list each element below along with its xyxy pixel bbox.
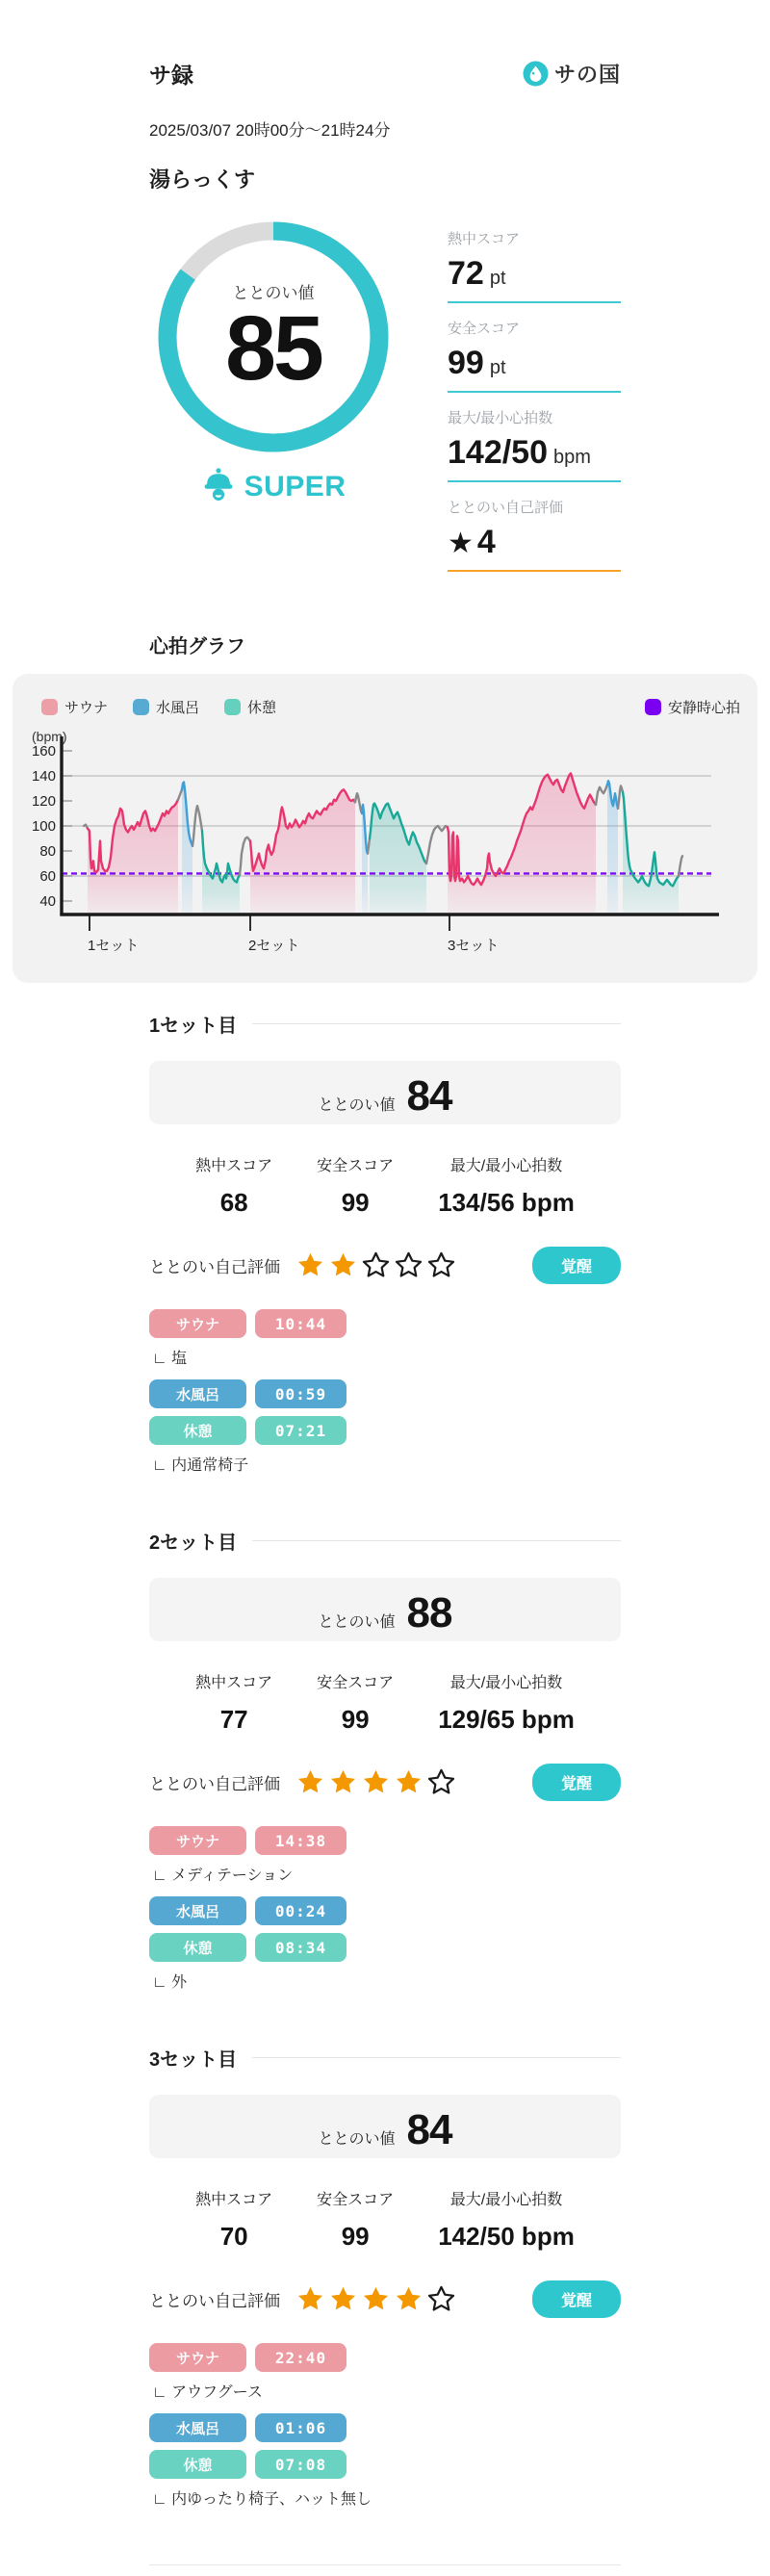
set-totonoi-box (149, 1061, 621, 1124)
rating-label: ととのい自己評価 (149, 1775, 280, 1793)
legend-label: サウナ (64, 700, 109, 716)
phase-time-badge: 10:44 (255, 1309, 346, 1338)
rating-label: ととのい自己評価 (149, 2292, 280, 2310)
rank-label: SUPER (244, 470, 346, 502)
timeline-note: ∟ 内ゆったり椅子、ハット無し (152, 2491, 372, 2508)
summary-stat-number: 142/50 (448, 434, 548, 471)
phase-badge-sauna: サウナ (149, 1826, 246, 1855)
set-score-value: 99 (341, 1705, 370, 1734)
set-section (149, 1527, 621, 1992)
summary-stat-label: 最大/最小心拍数 (448, 410, 553, 426)
summary-stat-value (448, 434, 621, 482)
phase-time-badge: 22:40 (255, 2343, 346, 2372)
set-totonoi-box (149, 1578, 621, 1641)
legend-item (645, 697, 740, 717)
phase-badge-rest: 休憩 (149, 2450, 246, 2479)
set-score (317, 1670, 394, 1735)
star-outline-icon (361, 1250, 391, 1280)
set-score (438, 1670, 575, 1735)
set-score-label: 最大/最小心拍数 (449, 2192, 563, 2208)
set-totonoi-label: ととのい値 (318, 1097, 396, 1114)
summary-stat-unit: pt (489, 357, 506, 378)
summary-stat-unit: bpm (553, 447, 591, 468)
brand-logo (523, 59, 621, 89)
timeline-row (149, 1309, 621, 1338)
phase-time-badge: 00:24 (255, 1896, 346, 1925)
star-filled-icon (394, 2284, 424, 2314)
set-score-label: 安全スコア (317, 1158, 395, 1174)
set-score-label: 熱中スコア (195, 2192, 273, 2208)
star-filled-icon (394, 1767, 424, 1797)
chart-legend (30, 697, 740, 717)
sauna-hat-icon (201, 467, 236, 506)
set-score-label: 熱中スコア (195, 1675, 273, 1691)
legend-item (224, 697, 276, 717)
legend-label: 安静時心拍 (667, 700, 740, 716)
legend-label: 休憩 (247, 700, 277, 716)
star-filled-icon (295, 1767, 325, 1797)
summary-stat-label: 安全スコア (448, 321, 521, 337)
set-title: 2セット目 (149, 1533, 238, 1554)
header (149, 0, 621, 90)
summary-stat-number: 99 (448, 345, 484, 381)
summary-stat-label: 熱中スコア (448, 231, 521, 247)
star-filled-icon (328, 1767, 358, 1797)
summary-stat-number: 72 (448, 255, 484, 292)
star-icon: ★ (448, 528, 474, 559)
rating-stars[interactable] (295, 1250, 456, 1280)
star-filled-icon (361, 2284, 391, 2314)
phase-time-badge: 00:59 (255, 1379, 346, 1408)
set-score (317, 1153, 394, 1218)
set-timeline (149, 2343, 621, 2509)
summary-stat (448, 407, 621, 482)
star-filled-icon (361, 1767, 391, 1797)
gauge-label: ととのい値 (232, 284, 315, 302)
summary-stat (448, 318, 621, 393)
set-score (438, 2187, 575, 2252)
rating-label: ととのい自己評価 (149, 1258, 280, 1276)
star-filled-icon (295, 1250, 325, 1280)
set-scores-row (149, 1153, 621, 1218)
star-filled-icon (328, 1250, 358, 1280)
legend-swatch (133, 699, 149, 715)
bottom-divider (149, 2564, 621, 2576)
legend-swatch (224, 699, 241, 715)
phase-time-badge: 01:06 (255, 2413, 346, 2442)
phase-time-badge: 14:38 (255, 1826, 346, 1855)
svg-text:40: 40 (39, 893, 56, 910)
summary-stat-value (448, 345, 621, 393)
timeline-note: ∟ アウフグース (152, 2384, 263, 2401)
svg-text:140: 140 (31, 768, 56, 785)
set-totonoi-label: ととのい値 (318, 2131, 396, 2148)
gauge-value: 85 (225, 297, 321, 399)
set-score-label: 安全スコア (317, 2192, 395, 2208)
set-score-value: 142/50 bpm (438, 2222, 575, 2251)
svg-text:(bpm): (bpm) (32, 729, 67, 744)
phase-badge-sauna: サウナ (149, 1309, 246, 1338)
set-heading (149, 1527, 621, 1555)
rating-stars[interactable] (295, 1767, 456, 1797)
timeline-row (149, 1416, 621, 1445)
set-score (438, 1153, 575, 1218)
set-timeline (149, 1309, 621, 1475)
summary-stat-label: ととのい自己評価 (448, 500, 564, 516)
set-sections (149, 1010, 621, 2509)
phase-badge-sauna: サウナ (149, 2343, 246, 2372)
facility-name: 湯らっくす (149, 167, 256, 192)
star-outline-icon (426, 1767, 456, 1797)
set-heading-rule (252, 1540, 621, 1541)
star-outline-icon (426, 2284, 456, 2314)
timeline-row (149, 1826, 621, 1855)
set-score-value: 99 (341, 1188, 370, 1217)
set-score-label: 最大/最小心拍数 (449, 1158, 563, 1174)
summary-stat-unit: pt (489, 268, 506, 289)
svg-text:120: 120 (31, 793, 56, 810)
kakusei-button[interactable]: 覚醒 (532, 2280, 621, 2318)
legend-swatch (41, 699, 58, 715)
legend-swatch (645, 699, 661, 715)
set-rating-row (149, 2280, 621, 2318)
heart-rate-chart (30, 729, 740, 958)
set-score-value: 129/65 bpm (438, 1705, 575, 1734)
svg-text:160: 160 (31, 743, 56, 760)
set-score-value: 77 (219, 1705, 248, 1734)
set-heading-rule (252, 1023, 621, 1024)
phase-badge-water: 水風呂 (149, 2413, 246, 2442)
set-timeline (149, 1826, 621, 1992)
set-scores-row (149, 2187, 621, 2252)
session-datetime: 2025/03/07 20時00分〜21時24分 (149, 121, 391, 140)
set-section (149, 2044, 621, 2509)
timeline-row (149, 2450, 621, 2479)
set-score-label: 安全スコア (317, 1675, 395, 1691)
summary-section (149, 219, 621, 586)
set-heading (149, 1010, 621, 1038)
water-drop-icon (523, 61, 549, 87)
set-title: 1セット目 (149, 1016, 238, 1037)
legend-label: 水風呂 (156, 700, 200, 716)
chart-section-title: 心拍グラフ (149, 636, 245, 657)
kakusei-button[interactable]: 覚醒 (532, 1247, 621, 1284)
set-score-value: 70 (219, 2222, 248, 2251)
phase-time-badge: 08:34 (255, 1933, 346, 1962)
set-totonoi-value: 88 (406, 1589, 452, 1636)
svg-text:80: 80 (39, 843, 56, 860)
timeline-row (149, 1896, 621, 1925)
svg-text:2セット: 2セット (248, 938, 300, 954)
set-score-label: 最大/最小心拍数 (449, 1675, 563, 1691)
svg-text:60: 60 (39, 868, 56, 885)
set-score-label: 熱中スコア (195, 1158, 273, 1174)
page-title: サ録 (149, 63, 193, 88)
set-totonoi-value: 84 (406, 2106, 452, 2153)
timeline-note: ∟ 内通常椅子 (152, 1457, 249, 1474)
set-heading-rule (252, 2057, 621, 2058)
timeline-note: ∟ メディテーション (152, 1868, 294, 1884)
phase-badge-water: 水風呂 (149, 1379, 246, 1408)
set-scores-row (149, 1670, 621, 1735)
rank-badge (201, 467, 346, 506)
summary-stat (448, 497, 621, 572)
heart-rate-chart-card (13, 674, 757, 983)
svg-text:1セット: 1セット (88, 938, 140, 954)
summary-stat-value (448, 524, 621, 572)
set-score (195, 1153, 272, 1218)
phase-badge-rest: 休憩 (149, 1416, 246, 1445)
set-rating-row (149, 1247, 621, 1284)
set-totonoi-box (149, 2095, 621, 2158)
star-filled-icon (328, 2284, 358, 2314)
phase-badge-water: 水風呂 (149, 1896, 246, 1925)
timeline-note: ∟ 外 (152, 1974, 188, 1991)
set-score (195, 1670, 272, 1735)
set-section (149, 1010, 621, 1475)
legend-item (133, 697, 199, 717)
svg-text:100: 100 (31, 818, 56, 835)
brand-name: サの国 (553, 63, 621, 87)
timeline-note: ∟ 塩 (152, 1351, 188, 1367)
summary-stat-value (448, 255, 621, 303)
set-title: 3セット目 (149, 2049, 238, 2071)
star-outline-icon (394, 1250, 424, 1280)
summary-stat (448, 228, 621, 303)
timeline-row (149, 2343, 621, 2372)
set-score-value: 134/56 bpm (438, 1188, 575, 1217)
timeline-row (149, 1379, 621, 1408)
set-totonoi-label: ととのい値 (318, 1614, 396, 1631)
kakusei-button[interactable]: 覚醒 (532, 1764, 621, 1801)
set-score (317, 2187, 394, 2252)
phase-badge-rest: 休憩 (149, 1933, 246, 1962)
totonoi-gauge (155, 219, 392, 455)
timeline-row (149, 1933, 621, 1962)
set-rating-row (149, 1764, 621, 1801)
summary-stats (448, 219, 621, 586)
phase-time-badge: 07:08 (255, 2450, 346, 2479)
set-totonoi-value: 84 (406, 1072, 452, 1120)
timeline-row (149, 2413, 621, 2442)
star-outline-icon (426, 1250, 456, 1280)
phase-time-badge: 07:21 (255, 1416, 346, 1445)
star-filled-icon (295, 2284, 325, 2314)
set-heading (149, 2044, 621, 2072)
summary-stat-number: 4 (476, 524, 496, 560)
svg-text:3セット: 3セット (448, 938, 500, 954)
set-score-value: 99 (341, 2222, 370, 2251)
set-score-value: 68 (219, 1188, 248, 1217)
set-score (195, 2187, 272, 2252)
legend-item (41, 697, 108, 717)
rating-stars[interactable] (295, 2284, 456, 2314)
